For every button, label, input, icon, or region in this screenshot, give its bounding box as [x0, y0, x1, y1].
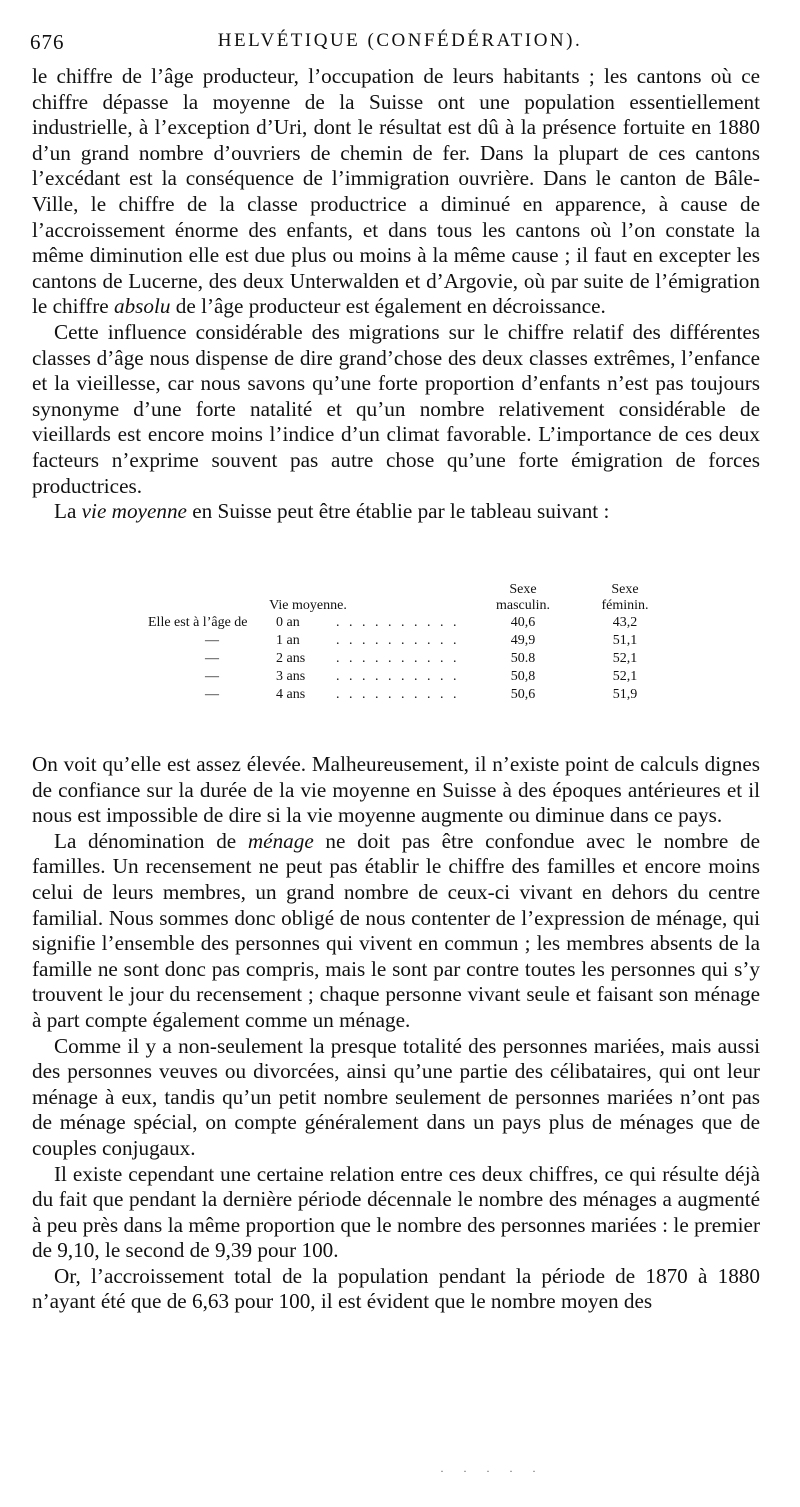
row-male-value: 40,6: [510, 615, 536, 630]
table-row: [148, 632, 672, 650]
row-female-value: 51,1: [612, 633, 638, 648]
row-male-value: 50,8: [510, 669, 536, 684]
table-header-row-2: [148, 598, 672, 614]
table-row: [148, 668, 672, 686]
row-leader-dots: . . . . . . . . . .: [336, 687, 460, 702]
row-female-value: 52,1: [612, 651, 638, 666]
paragraph-text: Comme il y a non-seulement la presque totalité des personnes mariées, mais aussi des personnes veuves ou divorcées, ainsi qu’une partie des célibataires, qui ont leur ménage à eux, tandis qu’un petit nombre seulement de personnes mariées n’ont pas de ménage spécial, on compte généralement dans un pays plus de ménages que de couples conjugaux.: [32, 1033, 760, 1160]
paragraph-text: Cette influence considérable des migrations sur le chiffre relatif des différentes classes d’âge nous dispense de dire grand’chose des deux classes extrêmes, l’enfance et la vieillesse, car nous savons qu’une forte proportion d’enfants n’est pas toujours synonyme d’une forte natalité et qu’un nombre relativement considérable de vieillards est encore moins l’indice d’un climat favorable. L’importance de ces deux facteurs n’exprime souvent pas autre chose qu’une forte émigration de forces productrices.: [32, 319, 760, 498]
paragraph-text: La: [54, 499, 82, 524]
paragraph-text: ne doit pas être confondue avec le nombre de familles. Un recensement ne peut pas établir le chiffre des familles et encore moins celui de leurs membres, un grand nombre de ceux-ci vivant en dehors du centre familial. Nous sommes donc obligé de nous contenter de l’expression de ménage, qui signifie l’ensemble des personnes qui vivent en commun ; les membres absents de la famille ne sont donc pas compris, mais le sont par contre toutes les personnes qui s’y trouvent le jour du recensement ; chaque personne vivant seule et faisant son ménage à part compte également comme un ménage.: [32, 828, 760, 1032]
row-female-value: 43,2: [612, 615, 638, 630]
row-age: 3 ans: [276, 669, 306, 684]
row-prefix: —: [205, 669, 219, 684]
page-header: [30, 30, 770, 56]
row-age: 4 ans: [276, 687, 306, 702]
paragraph: [32, 1162, 760, 1264]
italic-term: vie moyenne: [81, 499, 187, 524]
row-female-value: 52,1: [612, 669, 638, 684]
header-male-line2: masculin.: [495, 598, 551, 613]
table-header-row: [148, 582, 672, 598]
row-prefix: —: [205, 633, 219, 648]
row-female-value: 51,9: [612, 687, 638, 702]
row-prefix: —: [205, 651, 219, 666]
row-leader-dots: . . . . . . . . . .: [336, 615, 460, 630]
table-row: [148, 614, 672, 632]
paragraph-text: On voit qu’elle est assez élevée. Malheureusement, il n’existe point de calculs dignes de confiance sur la durée de la vie moyenne en Suisse à des époques antérieures et il nous est impossible de dire si la vie moyenne augmente ou diminue dans ce pays.: [32, 752, 760, 828]
row-age: 1 an: [276, 633, 300, 648]
row-male-value: 50,6: [510, 687, 536, 702]
paragraph-text: Il existe cependant une certaine relation entre ces deux chiffres, ce qui résulte déjà du fait que pendant la dernière période décennale le nombre des ménages a augmenté à peu près dans la même proportion que le nombre des personnes mariées : le premier de 9,10, le second de 9,39 pour 100.: [32, 1161, 760, 1263]
paragraph: [32, 829, 760, 1034]
italic-term: absolu: [113, 294, 171, 319]
page-number: 676: [30, 30, 65, 54]
print-marks: · · · · ·: [440, 1464, 544, 1478]
paragraph: [32, 752, 760, 829]
row-age: 0 an: [276, 615, 300, 630]
paragraph: [32, 1034, 760, 1162]
vie-moyenne-table: [148, 582, 672, 704]
paragraph: [32, 499, 760, 525]
row-male-value: 49,9: [510, 633, 536, 648]
row-prefix: Elle est à l’âge de: [148, 615, 248, 630]
header-vie-moyenne: Vie moyenne.: [269, 598, 347, 613]
paragraph: [32, 1264, 760, 1315]
text-block-after-table: [32, 752, 760, 1315]
row-prefix: —: [205, 687, 219, 702]
paragraph-text: de l’âge producteur est également en décroissance.: [170, 294, 606, 319]
running-title: HELVÉTIQUE (CONFÉDÉRATION).: [217, 30, 583, 51]
paragraph-text: Or, l’accroissement total de la population pendant la période de 1870 à 1880 n’ayant été que de 6,63 pour 100, il est évident que le nombre moyen des: [32, 1263, 760, 1314]
paragraph: [32, 64, 760, 320]
paragraph-text: en Suisse peut être établie par le tableau suivant :: [186, 499, 610, 524]
text-block-before-table: [32, 64, 760, 525]
paragraph: [32, 320, 760, 499]
row-age: 2 ans: [276, 651, 306, 666]
row-leader-dots: . . . . . . . . . .: [336, 669, 460, 684]
row-leader-dots: . . . . . . . . . .: [336, 633, 460, 648]
table-row: [148, 650, 672, 668]
italic-term: ménage: [247, 828, 314, 853]
row-male-value: 50.8: [510, 651, 536, 666]
table-row: [148, 686, 672, 704]
header-male-line1: Sexe: [509, 582, 537, 597]
header-female-line1: Sexe: [611, 582, 639, 597]
paragraph-text: le chiffre de l’âge producteur, l’occupation de leurs habitants ; les cantons où ce chiffre dépasse la moyenne de la Suisse ont une population essentiellement industrielle, à l’exception d’Uri, dont le résultat est dû à la présence fortuite en 1880 d’un grand nombre d’ouvriers de chemin de fer. Dans la plupart de ces cantons l’excédant est la conséquence de l’immigration ouvrière. Dans le canton de Bâle-Ville, le chiffre de la classe productrice a diminué en apparence, à cause de l’accroissement énorme des enfants, et dans tous les cantons où l’on constate la même diminution elle est due plus ou moins à la même cause ; il faut en excepter les cantons de Lucerne, des deux Unterwalden et d’Argovie, où par suite de l’émigration le chiffre: [32, 64, 760, 319]
row-leader-dots: . . . . . . . . . .: [336, 651, 460, 666]
header-female-line2: féminin.: [601, 598, 649, 613]
paragraph-text: La dénomination de: [54, 828, 248, 853]
